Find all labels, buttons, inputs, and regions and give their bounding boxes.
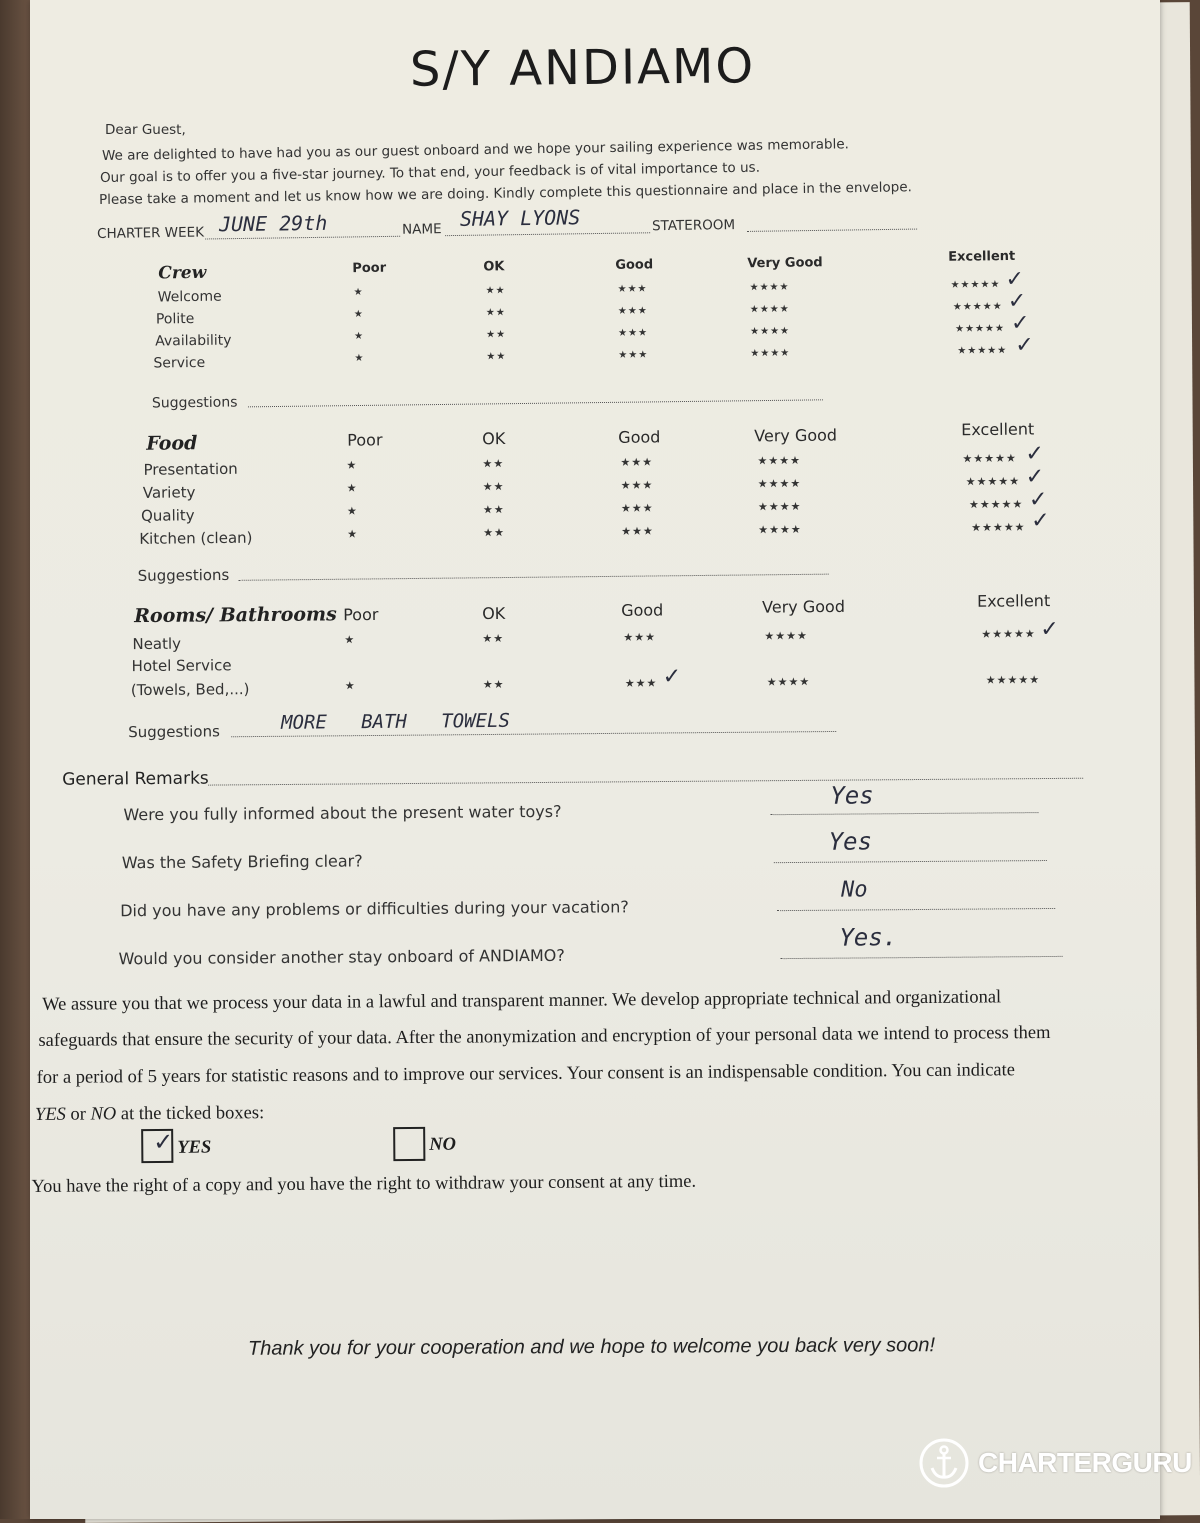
rating-very-good: ★★★★ — [757, 499, 802, 514]
rating-ok: ★★ — [482, 677, 505, 692]
rooms-title: Rooms/ Bathrooms — [134, 603, 337, 628]
rating-good: ★★★ — [624, 676, 658, 690]
check-mark: ✓ — [1010, 310, 1030, 337]
answer-another-stay: Yes. — [839, 923, 898, 952]
rating-excellent: ★★★★★ — [971, 520, 1026, 535]
rating-excellent: ★★★★★ — [957, 345, 1008, 357]
check-mark: ✓ — [1007, 288, 1027, 315]
rating-very-good: ★★★★ — [750, 325, 791, 338]
crew-item-label: Service — [153, 354, 206, 372]
rooms-header-poor: Poor — [343, 604, 379, 625]
general-remarks-section — [30, 751, 1162, 975]
anchor-icon — [918, 1437, 970, 1489]
rooms-suggestions-label: Suggestions — [128, 722, 220, 742]
name-label: NAME — [401, 221, 442, 238]
rating-ok: ★★ — [485, 285, 506, 297]
food-suggestions-line — [239, 574, 829, 581]
crew-header-very-good: Very Good — [747, 255, 823, 272]
food-item-label: Quality — [140, 506, 195, 525]
rating-poor: ★ — [353, 308, 364, 321]
intro-line-1: We are delighted to have had you as our guest onboard and we hope your sailing experience was memorable. — [101, 136, 850, 164]
rating-very-good: ★★★★ — [758, 522, 802, 537]
rating-excellent: ★★★★★ — [952, 301, 1003, 313]
watermark-text: CHARTERGURU — [978, 1447, 1192, 1478]
crew-title: Crew — [158, 262, 207, 284]
rating-ok: ★★ — [482, 480, 505, 494]
crew-item-label: Availability — [155, 332, 232, 350]
rating-poor: ★ — [344, 679, 356, 693]
rating-poor: ★ — [344, 633, 356, 647]
question-another-stay: Would you consider another stay onboard of ANDIAMO? — [118, 945, 565, 969]
rooms-section — [30, 586, 1161, 746]
rating-excellent: ★★★★★ — [985, 673, 1041, 687]
charter-week-label: CHARTER WEEK — [96, 224, 205, 242]
consent-no-label: NO — [429, 1134, 457, 1155]
food-header-ok: OK — [482, 429, 506, 449]
yes-word: YES — [34, 1104, 66, 1125]
rating-ok: ★★ — [482, 503, 505, 517]
crew-item-label: Polite — [155, 310, 195, 328]
rating-good: ★★★ — [621, 524, 654, 538]
food-section — [30, 406, 1162, 588]
rating-ok: ★★ — [483, 526, 506, 540]
check-mark: ✓ — [1005, 266, 1025, 293]
rating-excellent: ★★★★★ — [962, 451, 1017, 466]
rating-excellent: ★★★★★ — [950, 279, 1001, 291]
food-header-very-good: Very Good — [754, 425, 838, 446]
food-suggestions-label: Suggestions — [137, 565, 230, 585]
stateroom-line — [747, 229, 917, 232]
food-item-label: Variety — [142, 483, 196, 502]
rating-ok: ★★ — [482, 457, 505, 471]
no-word: NO — [90, 1104, 117, 1125]
charter-week-line — [205, 236, 400, 240]
rooms-suggestions-value: MORE BATH TOWELS — [281, 709, 510, 734]
legal-line-3: for a period of 5 years for statistic reasons and to improve our services. Your consent is an indispensable condition. You can indicate — [36, 1060, 1016, 1088]
intro-line-3: Please take a moment and let us know how we are doing. Kindly complete this questionnaire and place in the envelope. — [98, 179, 913, 208]
food-header-good: Good — [618, 427, 661, 447]
consent-no-checkbox[interactable] — [393, 1127, 425, 1161]
food-item-label: Kitchen (clean) — [139, 528, 253, 548]
or-word: or — [65, 1104, 91, 1125]
rating-good: ★★★ — [617, 283, 648, 295]
rating-very-good: ★★★★ — [757, 453, 802, 468]
rooms-header-ok: OK — [482, 603, 506, 624]
question-safety-briefing: Was the Safety Briefing clear? — [121, 851, 363, 873]
check-mark: ✓ — [1040, 617, 1059, 643]
food-title: Food — [146, 432, 198, 455]
answer-line — [774, 860, 1047, 863]
rating-poor: ★ — [346, 458, 358, 472]
charterguru-logo — [918, 1437, 1192, 1489]
rating-ok: ★★ — [486, 329, 507, 341]
rating-very-good: ★★★★ — [764, 629, 808, 643]
food-item-label: Presentation — [143, 459, 238, 479]
stateroom-label: STATEROOM — [651, 217, 736, 235]
rating-good: ★★★ — [620, 478, 654, 492]
consent-section — [30, 976, 1162, 1205]
rooms-item-label: Neatly — [132, 634, 182, 654]
legal-line-2: safeguards that ensure the security of your data. After the anonymization and encryption of your personal data we intend to process them — [38, 1022, 1051, 1051]
answer-line — [770, 812, 1038, 815]
answer-safety-briefing: Yes — [828, 827, 873, 856]
rating-ok: ★★ — [482, 631, 505, 646]
rating-excellent: ★★★★★ — [965, 474, 1021, 489]
food-header-poor: Poor — [347, 430, 383, 450]
rating-excellent: ★★★★★ — [955, 323, 1005, 335]
consent-yes-check: ✓ — [153, 1127, 174, 1157]
rooms-item-label: Hotel Service — [131, 656, 232, 676]
crew-item-label: Welcome — [157, 288, 222, 306]
general-remarks-line — [208, 778, 1083, 786]
crew-suggestions-label: Suggestions — [151, 394, 238, 412]
name-line — [445, 232, 650, 236]
rooms-header-excellent: Excellent — [976, 591, 1051, 611]
greeting: Dear Guest, — [105, 122, 186, 138]
crew-section — [30, 231, 1162, 415]
rating-very-good: ★★★★ — [757, 476, 802, 491]
answer-problems: No — [840, 877, 868, 903]
rooms-header-good: Good — [621, 600, 664, 620]
food-header-excellent: Excellent — [961, 419, 1035, 440]
crew-header-good: Good — [615, 257, 654, 273]
rating-poor: ★ — [354, 352, 365, 365]
check-mark: ✓ — [1031, 508, 1050, 534]
answer-water-toys: Yes — [830, 781, 874, 810]
charter-week-value: JUNE 29th — [218, 210, 328, 237]
form-title: S/Y ANDIAMO — [409, 38, 756, 98]
name-value: SHAY LYONS — [459, 205, 581, 231]
rating-ok: ★★ — [486, 351, 507, 363]
crew-header-poor: Poor — [352, 260, 387, 277]
answer-line — [781, 956, 1063, 959]
rating-poor: ★ — [346, 504, 358, 518]
rating-poor: ★ — [353, 286, 364, 299]
question-water-toys: Were you fully informed about the present water toys? — [123, 801, 562, 825]
check-mark: ✓ — [662, 664, 682, 690]
rating-good: ★★★ — [618, 327, 649, 339]
rating-ok: ★★ — [485, 307, 506, 319]
footer-thank-you: Thank you for your cooperation and we hope to welcome you back very soon! — [247, 1334, 936, 1360]
rating-good: ★★★ — [623, 630, 657, 644]
crew-header-excellent: Excellent — [948, 248, 1016, 265]
rooms-header-very-good: Very Good — [762, 596, 846, 617]
crew-header-ok: OK — [483, 259, 505, 275]
rating-poor: ★ — [347, 527, 359, 541]
rating-very-good: ★★★★ — [749, 281, 790, 294]
rooms-item-label: (Towels, Bed,...) — [130, 680, 250, 700]
rating-good: ★★★ — [618, 349, 649, 361]
rating-poor: ★ — [346, 481, 358, 495]
consent-yes-label: YES — [177, 1137, 212, 1158]
rating-good: ★★★ — [620, 501, 654, 515]
check-mark: ✓ — [1015, 332, 1034, 358]
question-problems: Did you have any problems or difficulties during your vacation? — [120, 897, 629, 921]
rating-excellent: ★★★★★ — [981, 627, 1036, 641]
rating-excellent: ★★★★★ — [968, 497, 1024, 512]
check-mark: ✓ — [1025, 441, 1044, 467]
answer-line — [777, 908, 1055, 911]
crew-suggestions-line — [248, 399, 823, 407]
legal-line-4 — [35, 1103, 264, 1126]
intro-line-2: Our goal is to offer you a five-star journey. To that end, your feedback is of vital importance to us. — [99, 159, 761, 186]
rating-very-good: ★★★★ — [749, 303, 790, 316]
general-remarks-label: General Remarks — [62, 768, 209, 790]
withdraw-rights-text: You have the right of a copy and you have the right to withdraw your consent at any time. — [31, 1171, 697, 1197]
legal-line-1: We assure you that we process your data in a lawful and transparent manner. We develop appropriate technical and organizational — [42, 987, 1002, 1015]
check-mark: ✓ — [1025, 464, 1045, 490]
rating-poor: ★ — [354, 330, 365, 343]
check-mark: ✓ — [1028, 487, 1048, 513]
rating-very-good: ★★★★ — [766, 675, 811, 689]
feedback-form — [30, 0, 1160, 1519]
legal-tail: at the ticked boxes: — [116, 1103, 265, 1125]
rating-good: ★★★ — [617, 305, 648, 317]
rating-very-good: ★★★★ — [750, 347, 791, 360]
rating-good: ★★★ — [620, 455, 654, 469]
